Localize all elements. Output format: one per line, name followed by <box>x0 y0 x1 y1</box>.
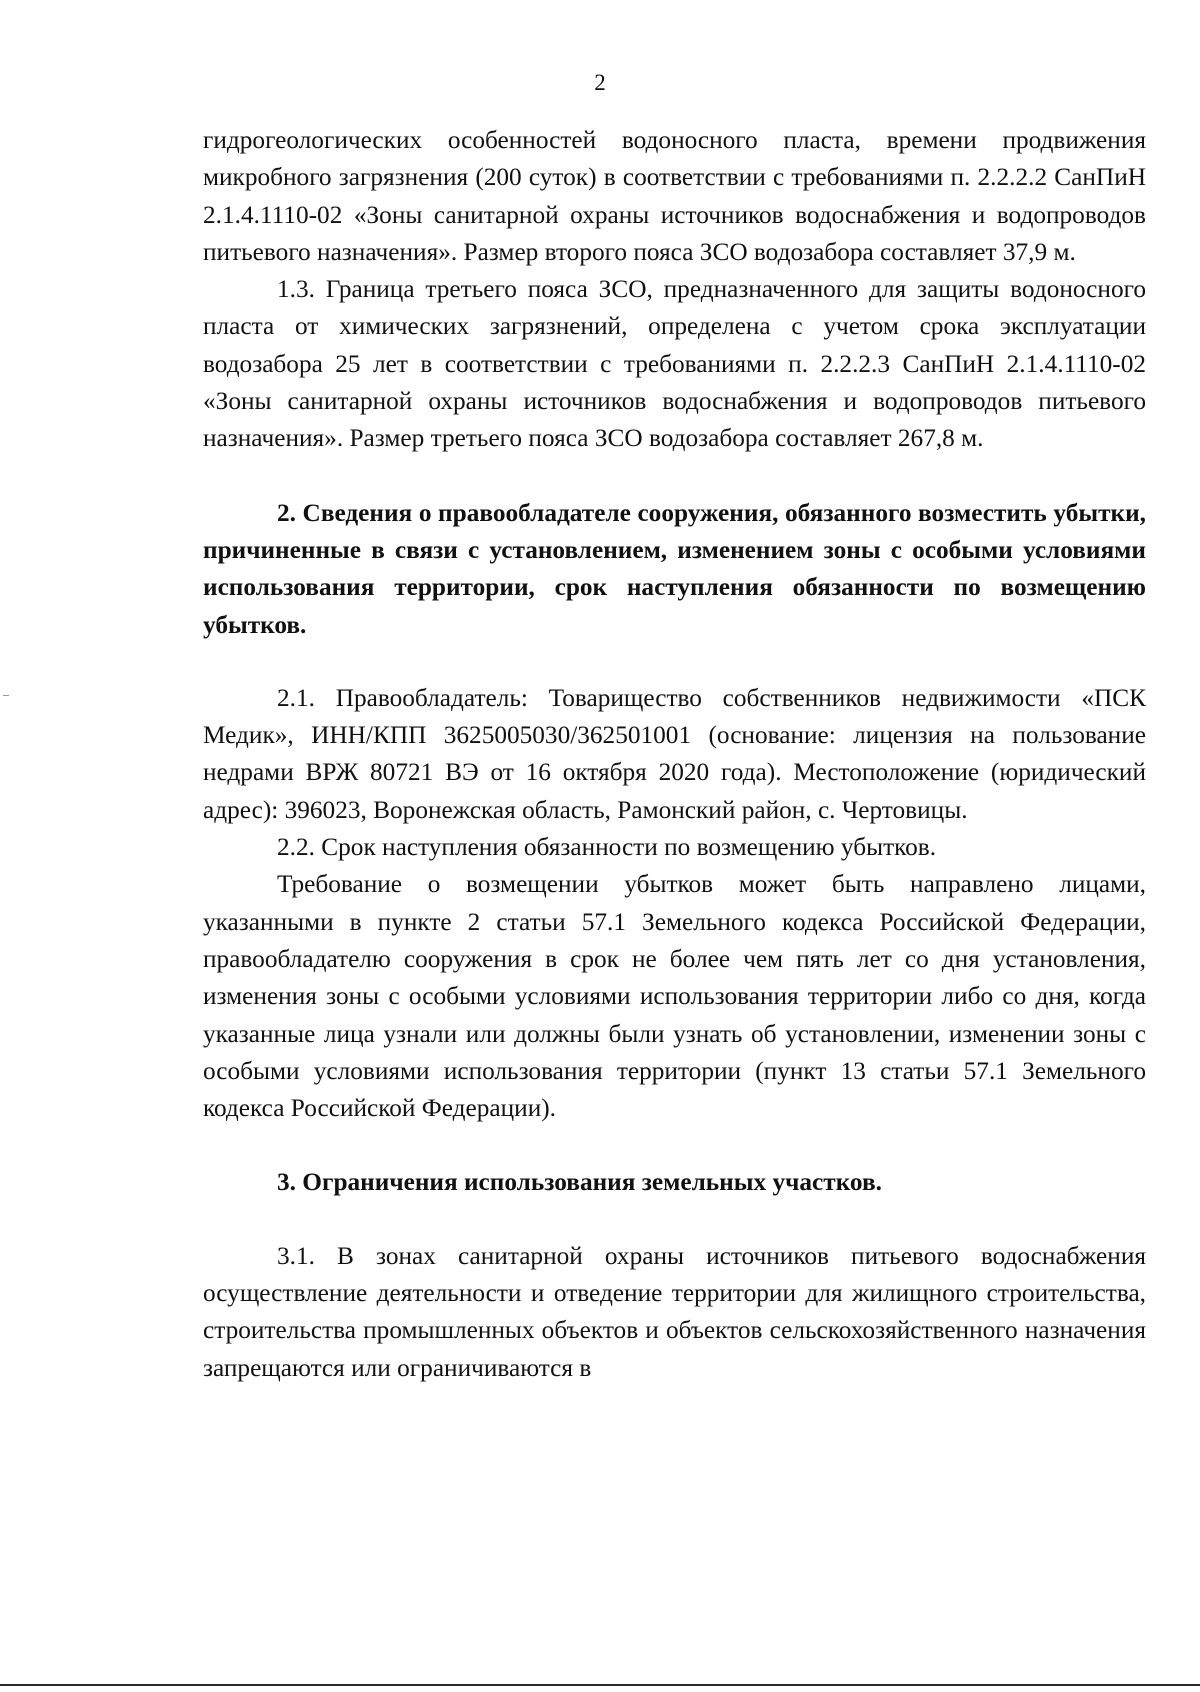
section-heading-3: 3. Ограничения использования земельных участков. <box>277 1168 882 1197</box>
paragraph-continued-intro: гидрогеологических особенностей водоносного пласта, времени продвижения микробного загрязнения (200 суток) в соответствии с требованиями п. 2.2.2.2 СанПиН 2.1.4.1110-02 «Зоны санитарной охраны источников водоснабжения и водопроводов питьевого назначения». Размер второго пояса ЗСО водозабора составляет 37,9 м. <box>203 126 1146 266</box>
paragraph-2-1: 2.1. Правообладатель: Товарищество собственников недвижимости «ПСК Медик», ИНН/КПП 3625005030/362501001 (основание: лицензия на пользование недрами ВРЖ 80721 ВЭ от 16 октября 2020 года). Местоположение (юридический адрес): 396023, Воронежская область, Рамонский район, с. Чертовицы. <box>203 683 1146 824</box>
scan-edge-mark <box>3 695 9 696</box>
page-number: 2 <box>594 70 606 95</box>
page-bottom-edge <box>0 1684 1200 1686</box>
paragraph-2-2: 2.2. Срок наступления обязанности по возмещению убытков. <box>277 833 937 862</box>
paragraph-3-1: 3.1. В зонах санитарной охраны источников питьевого водоснабжения осуществление деятельности и отведение территории для жилищного строительства, строительства промышленных объектов и объектов сельскохозяйственного назначения запрещаются или ограничиваются в <box>203 1241 1146 1382</box>
paragraph-requirement: Требование о возмещении убытков может быть направлено лицами, указанными в пункте 2 статьи 57.1 Земельного кодекса Российской Федерации, правообладателю сооружения в срок не более чем пять лет со дня установления, изменения зоны с особыми условиями использования территории либо со дня, когда указанные лица узнали или должны были узнать об установлении, изменении зоны с особыми условиями использования территории (пункт 13 статьи 57.1 Земельного кодекса Российской Федерации). <box>203 870 1146 1123</box>
document-body <box>203 122 1146 1387</box>
section-heading-2: 2. Сведения о правообладателе сооружения, обязанного возместить убытки, причиненные в связи с установлением, изменением зоны с особыми условиями использования территории, срок наступления обязанности по возмещению убытков. <box>203 498 1146 639</box>
paragraph-1-3: 1.3. Граница третьего пояса ЗСО, предназначенного для защиты водоносного пласта от химических загрязнений, определена с учетом срока эксплуатации водозабора 25 лет в соответствии с требованиями п. 2.2.2.3 СанПиН 2.1.4.1110-02 «Зоны санитарной охраны источников водоснабжения и водопроводов питьевого назначения». Размер третьего пояса ЗСО водозабора составляет 267,8 м. <box>203 275 1146 453</box>
